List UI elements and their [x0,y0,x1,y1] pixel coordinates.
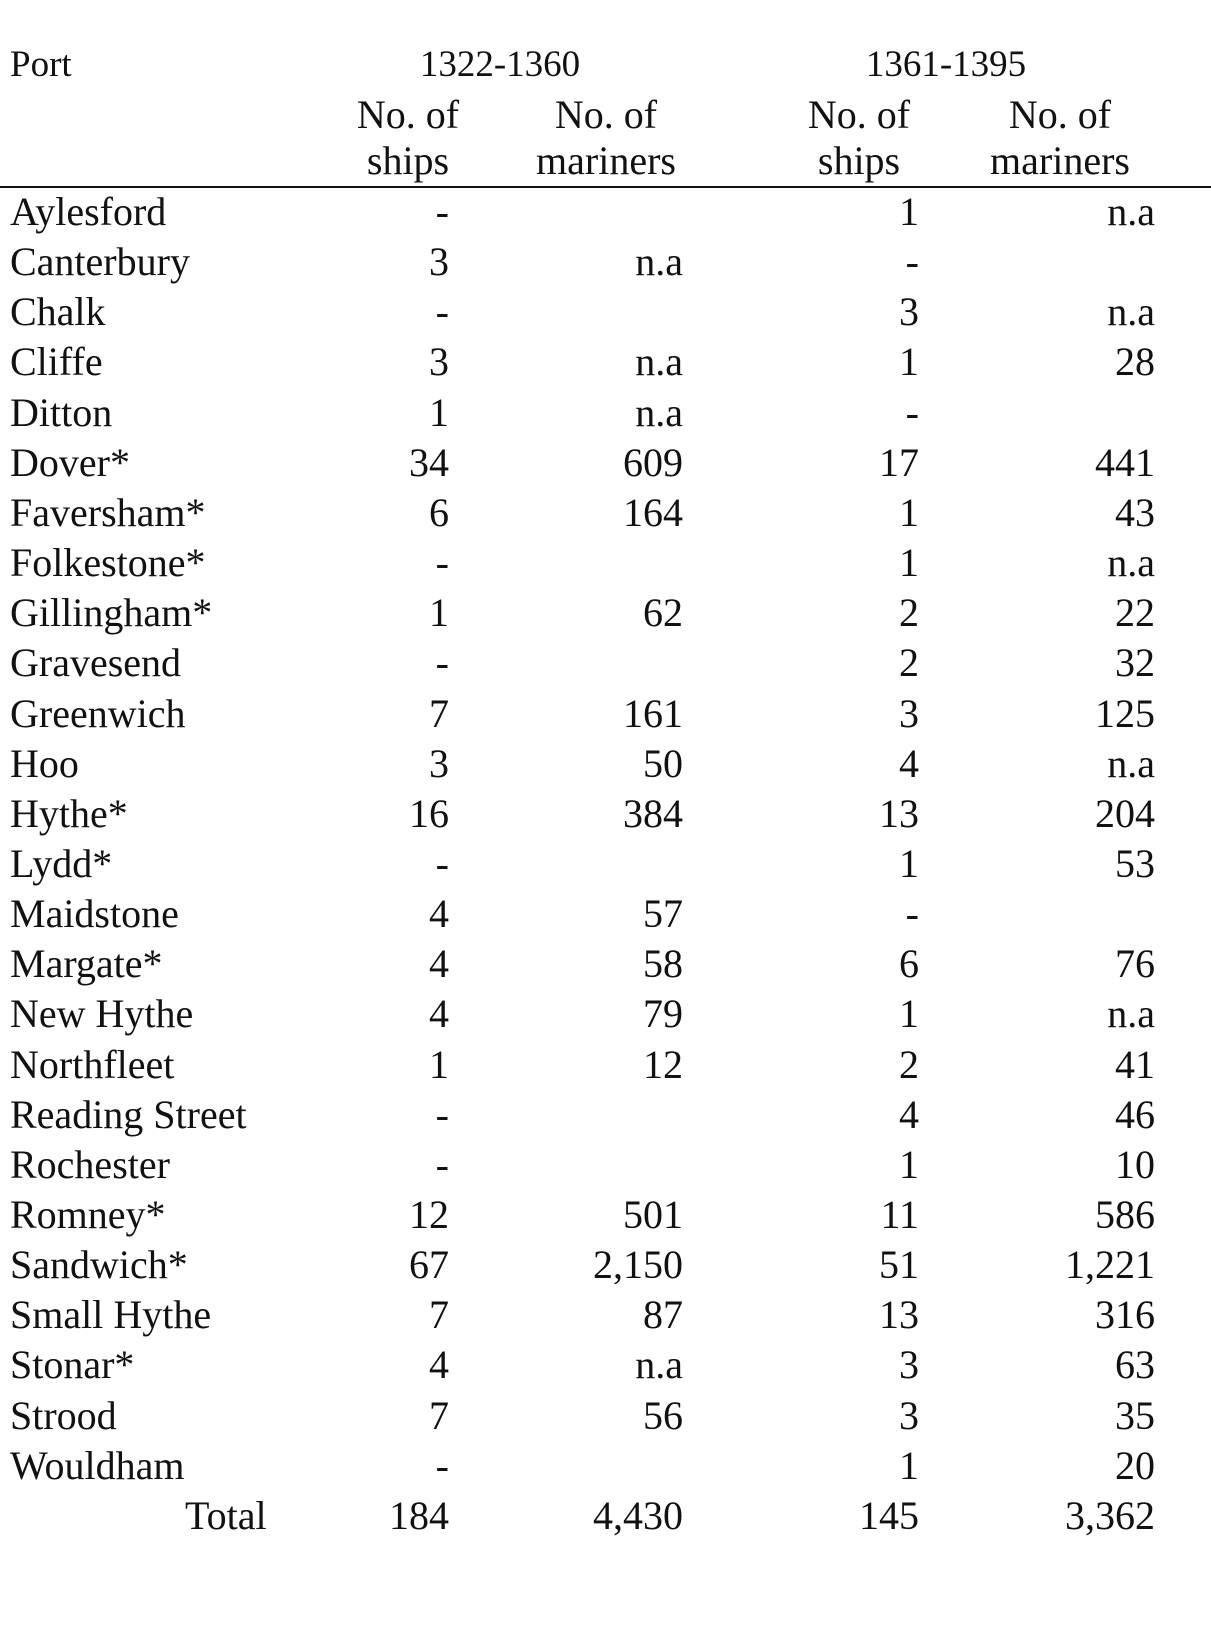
port-name: Faversham* [10,489,206,535]
table-row [0,236,1211,288]
ships-1322-1360: - [435,189,449,234]
ships-1322-1360: 1 [429,590,449,636]
mariners-1322-1360: n.a [635,389,683,435]
ships-1361-1395: 13 [879,790,919,836]
table-row [0,537,1211,589]
mariners-1322-1360: 501 [623,1192,683,1237]
port-name: Cliffe [10,339,103,385]
mariners-1361-1395: 63 [1115,1342,1155,1388]
port-name: Wouldham [10,1442,185,1488]
mariners-1322-1360: 79 [643,991,683,1037]
mariners-1361-1395: 28 [1115,339,1155,385]
total-row [0,1490,1211,1542]
period-header-1361-1395: 1361-1395 [865,44,1027,85]
port-name: Dover* [10,439,130,485]
ships-1361-1395: 1 [899,489,919,535]
total-mariners-1361-1395: 3,362 [1065,1492,1155,1538]
mariners-1361-1395: 125 [1095,690,1155,736]
ships-1322-1360: 4 [429,891,449,937]
ships-1322-1360: - [435,1091,449,1137]
ships-1361-1395: 3 [899,289,919,335]
subheader-mariners-1 [536,92,676,184]
mariners-1361-1395: 10 [1115,1141,1155,1187]
mariners-1361-1395: 35 [1115,1392,1155,1438]
ships-1322-1360: 16 [409,790,449,836]
ships-1322-1360: 1 [429,389,449,435]
table-row [0,387,1211,439]
mariners-1322-1360: n.a [635,1342,683,1388]
ships-1361-1395: 1 [899,540,919,586]
mariners-1322-1360: 62 [643,590,683,636]
subheader-ships-2-line2: ships [817,138,901,183]
mariners-1361-1395: 53 [1115,840,1155,886]
port-name: Northfleet [10,1041,175,1087]
ships-1361-1395: 2 [899,1041,919,1087]
port-name: Folkestone* [10,540,206,586]
mariners-1322-1360: 164 [623,489,683,535]
table-row [0,988,1211,1040]
ships-1361-1395: 3 [899,690,919,736]
mariners-1361-1395: 41 [1115,1041,1155,1087]
table-row [0,286,1211,338]
mariners-1322-1360: 50 [643,740,683,786]
subheader-ships-1-line1: No. of [356,92,460,137]
ships-1322-1360: - [435,540,449,586]
port-name: Small Hythe [10,1292,212,1338]
ships-1361-1395: 3 [899,1342,919,1388]
ships-1361-1395: 3 [899,1392,919,1438]
ships-1322-1360: 4 [429,941,449,987]
table-row [0,1139,1211,1191]
port-name: Romney* [10,1192,166,1237]
total-label: Total [185,1492,267,1538]
ships-1322-1360: 7 [429,1392,449,1438]
subheader-mariners-1-line2: mariners [536,138,676,183]
table-row [0,487,1211,539]
mariners-1361-1395: 204 [1095,790,1155,836]
ships-1361-1395: 11 [880,1192,919,1237]
mariners-1361-1395: 22 [1115,590,1155,636]
mariners-1322-1360: n.a [635,339,683,385]
port-name: Hythe* [10,790,128,836]
mariners-1322-1360: 12 [643,1041,683,1087]
ships-1322-1360: 3 [429,339,449,385]
ships-1361-1395: 2 [899,590,919,636]
subheader-mariners-1-line1: No. of [554,92,658,137]
mariners-1322-1360: 384 [623,790,683,836]
port-name: Hoo [10,740,79,786]
total-ships-1361-1395: 145 [859,1492,919,1538]
ships-1361-1395: 6 [899,941,919,987]
mariners-1322-1360: 57 [643,891,683,937]
mariners-1322-1360: n.a [635,239,683,285]
subheader-mariners-2 [990,92,1130,184]
subheader-mariners-2-line1: No. of [1008,92,1112,137]
table-row [0,637,1211,689]
ships-1361-1395: 1 [899,840,919,886]
ships-1361-1395: 1 [899,1141,919,1187]
table-row [0,1390,1211,1442]
period-header-1322-1360: 1322-1360 [419,44,581,85]
subheader-ships-1-line2: ships [366,138,450,183]
ships-1361-1395: 51 [879,1242,919,1288]
ships-1322-1360: - [435,840,449,886]
total-ships-1322-1360: 184 [389,1492,449,1538]
mariners-1322-1360: 58 [643,941,683,987]
mariners-1322-1360: 87 [643,1292,683,1338]
subheader-ships-2-line1: No. of [807,92,911,137]
ships-1322-1360: 4 [429,1342,449,1388]
port-name: Rochester [10,1141,170,1187]
table-row [0,738,1211,790]
mariners-1361-1395: 76 [1115,941,1155,987]
table-row [0,336,1211,388]
port-column-header: Port [10,44,72,85]
table-row [0,888,1211,940]
ships-1361-1395: 4 [899,1091,919,1137]
ships-1322-1360: 3 [429,740,449,786]
table-row [0,437,1211,489]
mariners-1361-1395: 316 [1095,1292,1155,1338]
ships-1322-1360: 1 [429,1041,449,1087]
table-row [0,1089,1211,1141]
ships-1322-1360: 12 [409,1192,449,1237]
table-row [0,587,1211,639]
table-row [0,938,1211,990]
mariners-1361-1395: n.a [1107,540,1155,586]
table-row [0,838,1211,890]
ships-1361-1395: 1 [899,339,919,385]
table-row [0,688,1211,740]
port-name: Aylesford [10,189,167,234]
ships-1322-1360: 7 [429,1292,449,1338]
port-name: Ditton [10,389,113,435]
table-row [0,1189,1211,1241]
ships-1361-1395: - [905,239,919,285]
ships-1322-1360: - [435,640,449,686]
port-name: Chalk [10,289,106,335]
port-name: Lydd* [10,840,113,886]
subheader-mariners-2-line2: mariners [990,138,1130,183]
port-name: Margate* [10,941,163,987]
mariners-1322-1360: 609 [623,439,683,485]
port-name: Greenwich [10,690,186,736]
subheader-ships-1 [357,92,459,184]
total-mariners-1322-1360: 4,430 [593,1492,683,1538]
ships-1322-1360: - [435,289,449,335]
mariners-1361-1395: 43 [1115,489,1155,535]
table-row [0,1239,1211,1291]
table-row [0,1339,1211,1391]
ships-1361-1395: 17 [879,439,919,485]
table-row [0,1039,1211,1091]
table-row [0,1440,1211,1492]
mariners-1361-1395: 20 [1115,1442,1155,1488]
ships-1322-1360: - [435,1442,449,1488]
ships-1322-1360: 4 [429,991,449,1037]
table-row [0,1289,1211,1341]
ships-1322-1360: - [435,1141,449,1187]
mariners-1322-1360: 161 [623,690,683,736]
mariners-1322-1360: 56 [643,1392,683,1438]
ships-1322-1360: 67 [409,1242,449,1288]
port-name: Strood [10,1392,117,1438]
ships-1361-1395: 1 [899,1442,919,1488]
mariners-1361-1395: 32 [1115,640,1155,686]
port-name: New Hythe [10,991,194,1037]
ships-1361-1395: - [905,891,919,937]
ships-1322-1360: 6 [429,489,449,535]
ships-1322-1360: 3 [429,239,449,285]
port-name: Gravesend [10,640,182,686]
ships-1322-1360: 7 [429,690,449,736]
port-name: Gillingham* [10,590,213,636]
mariners-1361-1395: n.a [1107,991,1155,1037]
ships-1361-1395: - [905,389,919,435]
table-row [0,788,1211,840]
subheader-ships-2 [808,92,910,184]
mariners-1361-1395: n.a [1107,189,1155,234]
mariners-1361-1395: n.a [1107,740,1155,786]
port-name: Maidstone [10,891,179,937]
port-name: Stonar* [10,1342,135,1388]
port-name: Sandwich* [10,1242,188,1288]
mariners-1361-1395: 1,221 [1065,1242,1155,1288]
ships-1361-1395: 1 [899,991,919,1037]
port-name: Canterbury [10,239,190,285]
port-name: Reading Street [10,1091,247,1137]
ships-1361-1395: 13 [879,1292,919,1338]
table-row [0,186,1211,238]
ships-1361-1395: 4 [899,740,919,786]
mariners-1322-1360: 2,150 [593,1242,683,1288]
mariners-1361-1395: n.a [1107,289,1155,335]
ships-1361-1395: 2 [899,640,919,686]
mariners-1361-1395: 441 [1095,439,1155,485]
mariners-1361-1395: 586 [1095,1192,1155,1237]
ships-1322-1360: 34 [409,439,449,485]
mariners-1361-1395: 46 [1115,1091,1155,1137]
ships-1361-1395: 1 [899,189,919,234]
